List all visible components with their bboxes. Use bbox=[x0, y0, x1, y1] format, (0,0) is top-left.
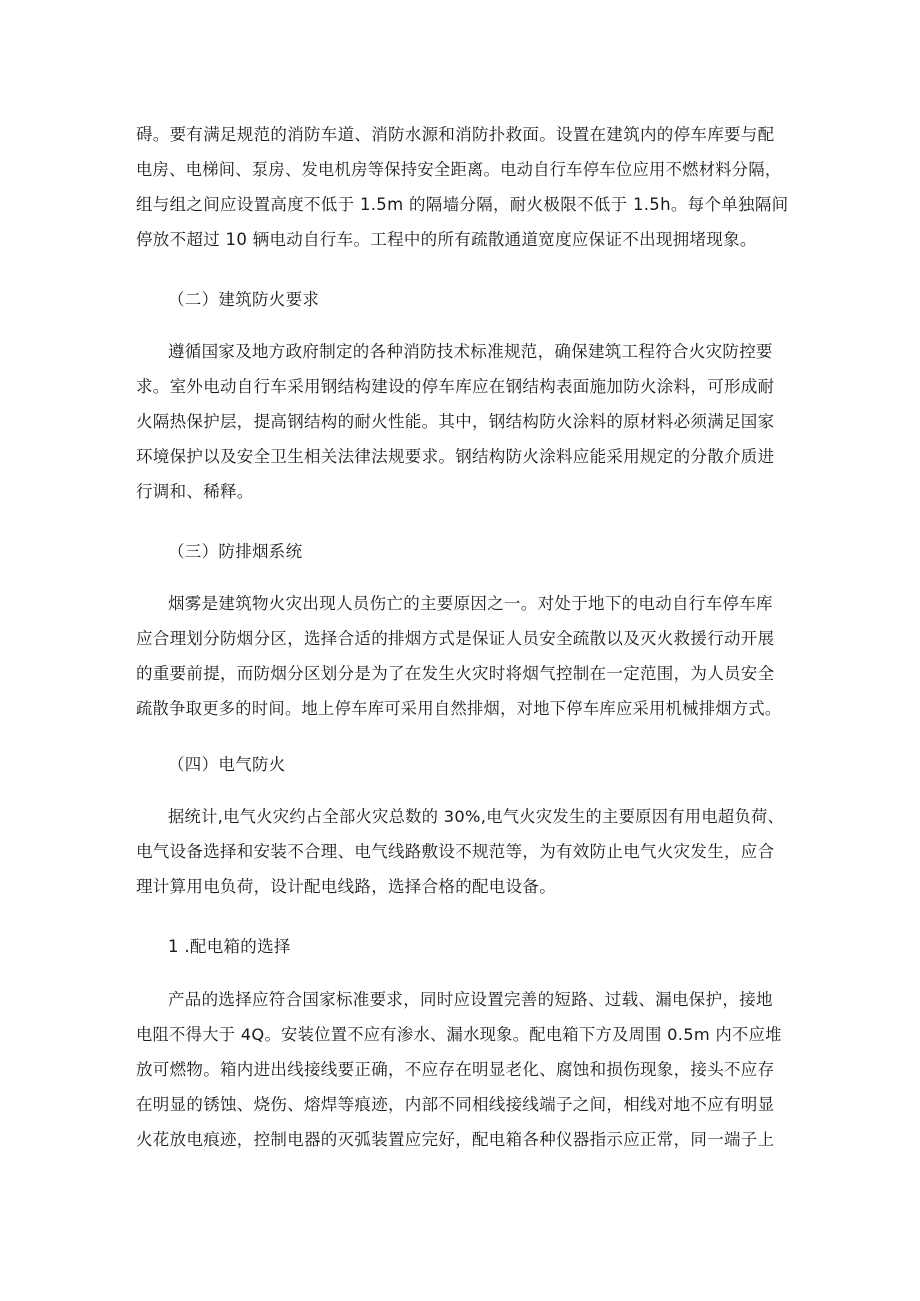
section-heading-electrical-fire: （四）电气防火 bbox=[168, 755, 286, 774]
section-heading-building-fire-requirements: （二）建筑防火要求 bbox=[168, 290, 320, 309]
paragraph-3-line-1: 烟雾是建筑物火灾出现人员伤亡的主要原因之一。对处于地下的电动自行车停车库 bbox=[168, 594, 773, 613]
paragraph-5-line-5: 火花放电痕迹，控制电器的灭弧装置应完好，配电箱各种仪器指示应正常，同一端子上 bbox=[136, 1130, 775, 1149]
paragraph-5-line-2: 电阻不得大于 4Q。安装位置不应有渗水、漏水现象。配电箱下方及周围 0.5m 内不应堆 bbox=[136, 1025, 782, 1044]
paragraph-5-line-3: 放可燃物。箱内进出线接线要正确，不应存在明显老化、腐蚀和损伤现象，接头不应存 bbox=[136, 1060, 775, 1079]
paragraph-4-line-2: 电气设备选择和安装不合理、电气线路敷设不规范等，为有效防止电气火灾发生，应合 bbox=[136, 842, 775, 861]
paragraph-1-line-2: 电房、电梯间、泵房、发电机房等保持安全距离。电动自行车停车位应用不燃材料分隔， bbox=[136, 160, 782, 179]
paragraph-1-line-4: 停放不超过 10 辆电动自行车。工程中的所有疏散通道宽度应保证不出现拥堵现象。 bbox=[136, 230, 757, 249]
paragraph-2-line-5: 行调和、稀释。 bbox=[136, 482, 254, 501]
paragraph-2-line-2: 求。室外电动自行车采用钢结构建设的停车库应在钢结构表面施加防火涂料，可形成耐 bbox=[136, 377, 775, 396]
paragraph-3-line-4: 疏散争取更多的时间。地上停车库可采用自然排烟，对地下停车库应采用机械排烟方式。 bbox=[136, 699, 782, 718]
paragraph-2-line-4: 环境保护以及安全卫生相关法律法规要求。钢结构防火涂料应能采用规定的分散介质进 bbox=[136, 447, 775, 466]
paragraph-4-line-1: 据统计,电气火灾约占全部火灾总数的 30%,电气火灾发生的主要原因有用电超负荷、 bbox=[168, 807, 785, 826]
section-heading-smoke-control: （三）防排烟系统 bbox=[168, 542, 303, 561]
paragraph-1-line-3: 组与组之间应设置高度不低于 1.5m 的隔墙分隔，耐火极限不低于 1.5h。每个单独隔间 bbox=[136, 195, 789, 214]
paragraph-5-line-4: 在明显的锈蚀、烧伤、熔焊等痕迹，内部不同相线接线端子之间，相线对地不应有明显 bbox=[136, 1095, 775, 1114]
paragraph-5-line-1: 产品的选择应符合国家标准要求，同时应设置完善的短路、过载、漏电保护，接地 bbox=[168, 990, 773, 1009]
paragraph-1-line-1: 碍。要有满足规范的消防车道、消防水源和消防扑救面。设置在建筑内的停车库要与配 bbox=[136, 125, 775, 144]
paragraph-3-line-3: 的重要前提，而防烟分区划分是为了在发生火灾时将烟气控制在一定范围，为人员安全 bbox=[136, 664, 775, 683]
paragraph-2-line-3: 火隔热保护层，提高钢结构的耐火性能。其中，钢结构防火涂料的原材料必须满足国家 bbox=[136, 412, 775, 431]
paragraph-4-line-3: 理计算用电负荷，设计配电线路，选择合格的配电设备。 bbox=[136, 877, 556, 896]
subsection-heading-distribution-box: 1 .配电箱的选择 bbox=[168, 937, 291, 956]
paragraph-3-line-2: 应合理划分防烟分区，选择合适的排烟方式是保证人员安全疏散以及灭火救援行动开展 bbox=[136, 629, 775, 648]
paragraph-2-line-1: 遵循国家及地方政府制定的各种消防技术标准规范，确保建筑工程符合火灾防控要 bbox=[168, 342, 773, 361]
